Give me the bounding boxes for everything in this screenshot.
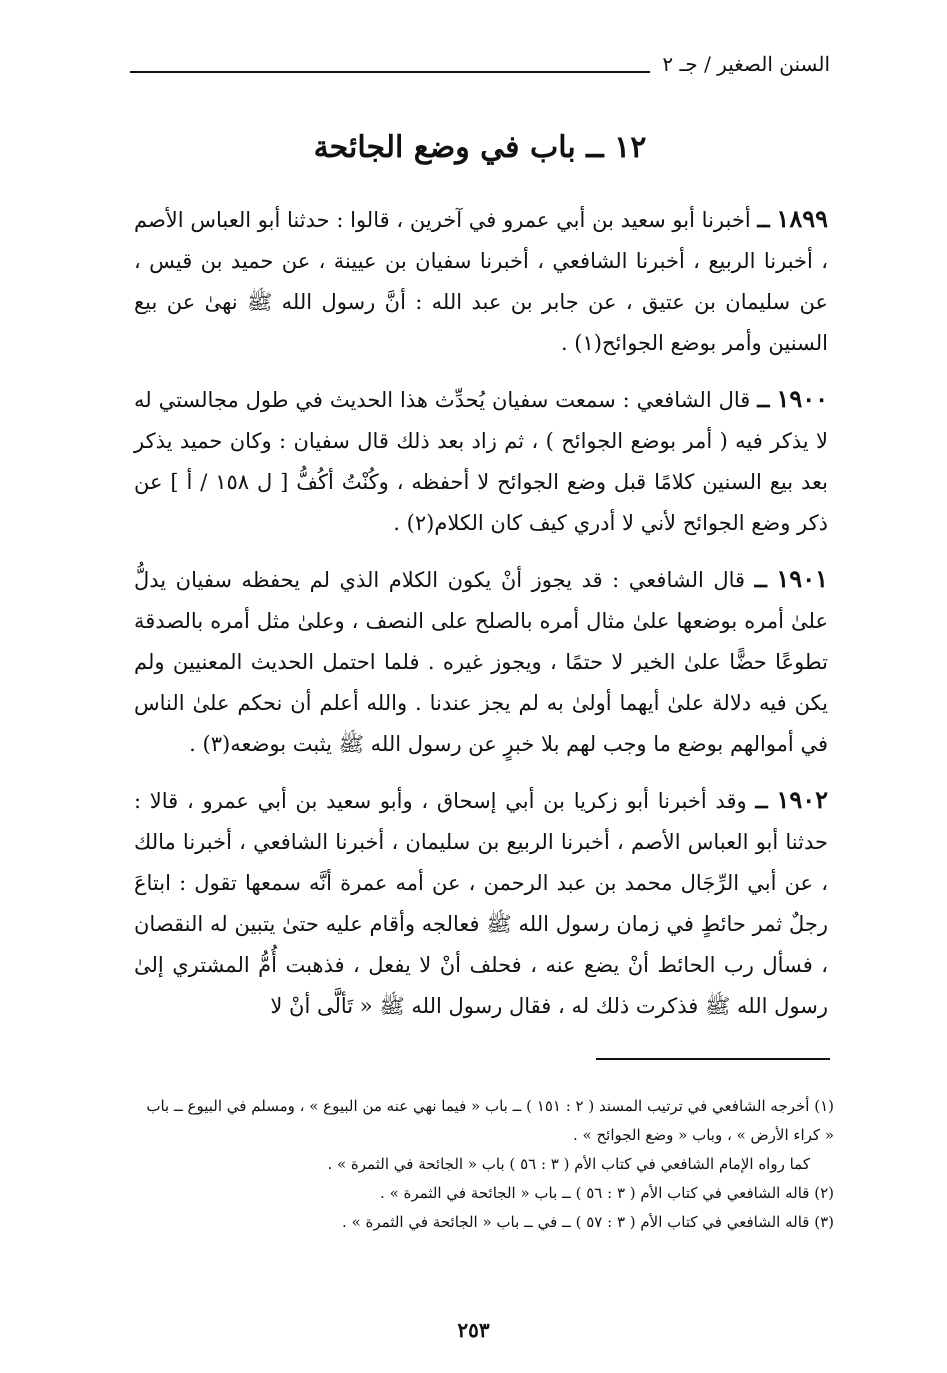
hadith-text: وقد أخبرنا أبو زكريا بن أبي إسحاق ، وأبو سعيد بن أبي عمرو ، قالا : حدثنا أبو العباس الأصم ، أخبرنا الربيع بن سليمان ، أخبرنا الشافعي ، أخبرنا مالك ، عن أبي الرِّجَال محمد بن عبد الرحمن ، عن أمه عمرة أنَّه سمعها تقول : ابتاعَ رجلٌ ثمر حائطٍ في زمان رسول الله ﷺ فعالجه وأقام عليه حتىٰ يتبين له النقصان ، فسأل رب الحائط أنْ يضع عنه ، فحلف أنْ لا يفعل ، فذهبت أُمُّ المشتري إلىٰ رسول الله ﷺ فذكرت ذلك له ، فقال رسول الله ﷺ « تَألَّى أنْ لا [134, 789, 828, 1018]
running-head-rule [130, 71, 650, 73]
hadith-dash: ــ [757, 207, 770, 232]
running-head [130, 44, 830, 84]
footnotes [134, 1092, 834, 1237]
hadith-dash: ــ [755, 788, 768, 813]
footnote-separator [596, 1058, 830, 1060]
hadith-number: ١٩٠١ [776, 564, 828, 593]
hadith-1901 [134, 558, 828, 765]
main-text [134, 198, 828, 1041]
hadith-dash: ــ [754, 567, 767, 592]
hadith-text: أخبرنا أبو سعيد بن أبي عمرو في آخرين ، قالوا : حدثنا أبو العباس الأصم ، أخبرنا الربيع ، أخبرنا الشافعي ، أخبرنا سفيان بن عيينة ، عن حميد بن قيس ، عن سليمان بن عتيق ، عن جابر بن عبد الله : أنَّ رسول الله ﷺ نهىٰ عن بيع السنين وأمر بوضع الجوائح(١) . [134, 208, 828, 355]
running-head-title: السنن الصغير / جـ ٢ [662, 52, 830, 76]
footnote-1: (١) أخرجه الشافعي في ترتيب المسند ( ٢ : ١٥١ ) ــ باب « فيما نهي عنه من البيوع » ، ومسلم في البيوع ــ باب « كراء الأرض » ، وباب « وضع الجوائح » . [146, 1097, 834, 1144]
chapter-title: ١٢ ــ باب في وضع الجائحة [313, 130, 647, 165]
page-number: ٢٥٣ [457, 1318, 490, 1342]
footnote-3: (٣) قاله الشافعي في كتاب الأم ( ٣ : ٥٧ ) ــ في ــ باب « الجائحة في الثمرة » . [342, 1213, 834, 1231]
hadith-text: قال الشافعي : قد يجوز أنْ يكون الكلام الذي لم يحفظه سفيان يدلُّ علىٰ أمره بوضعها علىٰ مثال أمره بالصلح على النصف ، وعلىٰ مثل أمره بالصدقة تطوعًا حضًّا علىٰ الخير لا حتمًا ، ويجوز غيره . فلما احتمل الحديث المعنيين ولم يكن فيه دلالة علىٰ أيهما أولىٰ به لم يجز عندنا . والله أعلم أن نحكم علىٰ الناس في أموالهم بوضع ما وجب لهم بلا خبرٍ عن رسول الله ﷺ يثبت بوضعه(٣) . [134, 568, 828, 756]
hadith-1899 [134, 198, 828, 364]
hadith-1900 [134, 378, 828, 544]
hadith-text: قال الشافعي : سمعت سفيان يُحدِّث هذا الحديث في طول مجالستي له لا يذكر فيه ( أمر بوضع الجوائح ) ، ثم زاد بعد ذلك قال سفيان : وكان حميد يذكر بعد بيع السنين كلامًا قبل وضع الجوائح لا أحفظه ، وكُنْتُ أكُفُّ [ ل ١٥٨ / أ ] عن ذكر وضع الجوائح لأني لا أدري كيف كان الكلام(٢) . [134, 388, 828, 535]
hadith-dash: ــ [757, 387, 770, 412]
hadith-number: ١٨٩٩ [776, 204, 828, 233]
footnote-2: (٢) قاله الشافعي في كتاب الأم ( ٣ : ٥٦ ) ــ باب « الجائحة في الثمرة » . [380, 1184, 834, 1202]
hadith-number: ١٩٠٠ [776, 384, 828, 413]
footnote-1-continuation: كما رواه الإمام الشافعي في كتاب الأم ( ٣ : ٥٦ ) باب « الجائحة في الثمرة » . [327, 1155, 810, 1173]
hadith-1902 [134, 779, 828, 1027]
hadith-number: ١٩٠٢ [776, 785, 828, 814]
